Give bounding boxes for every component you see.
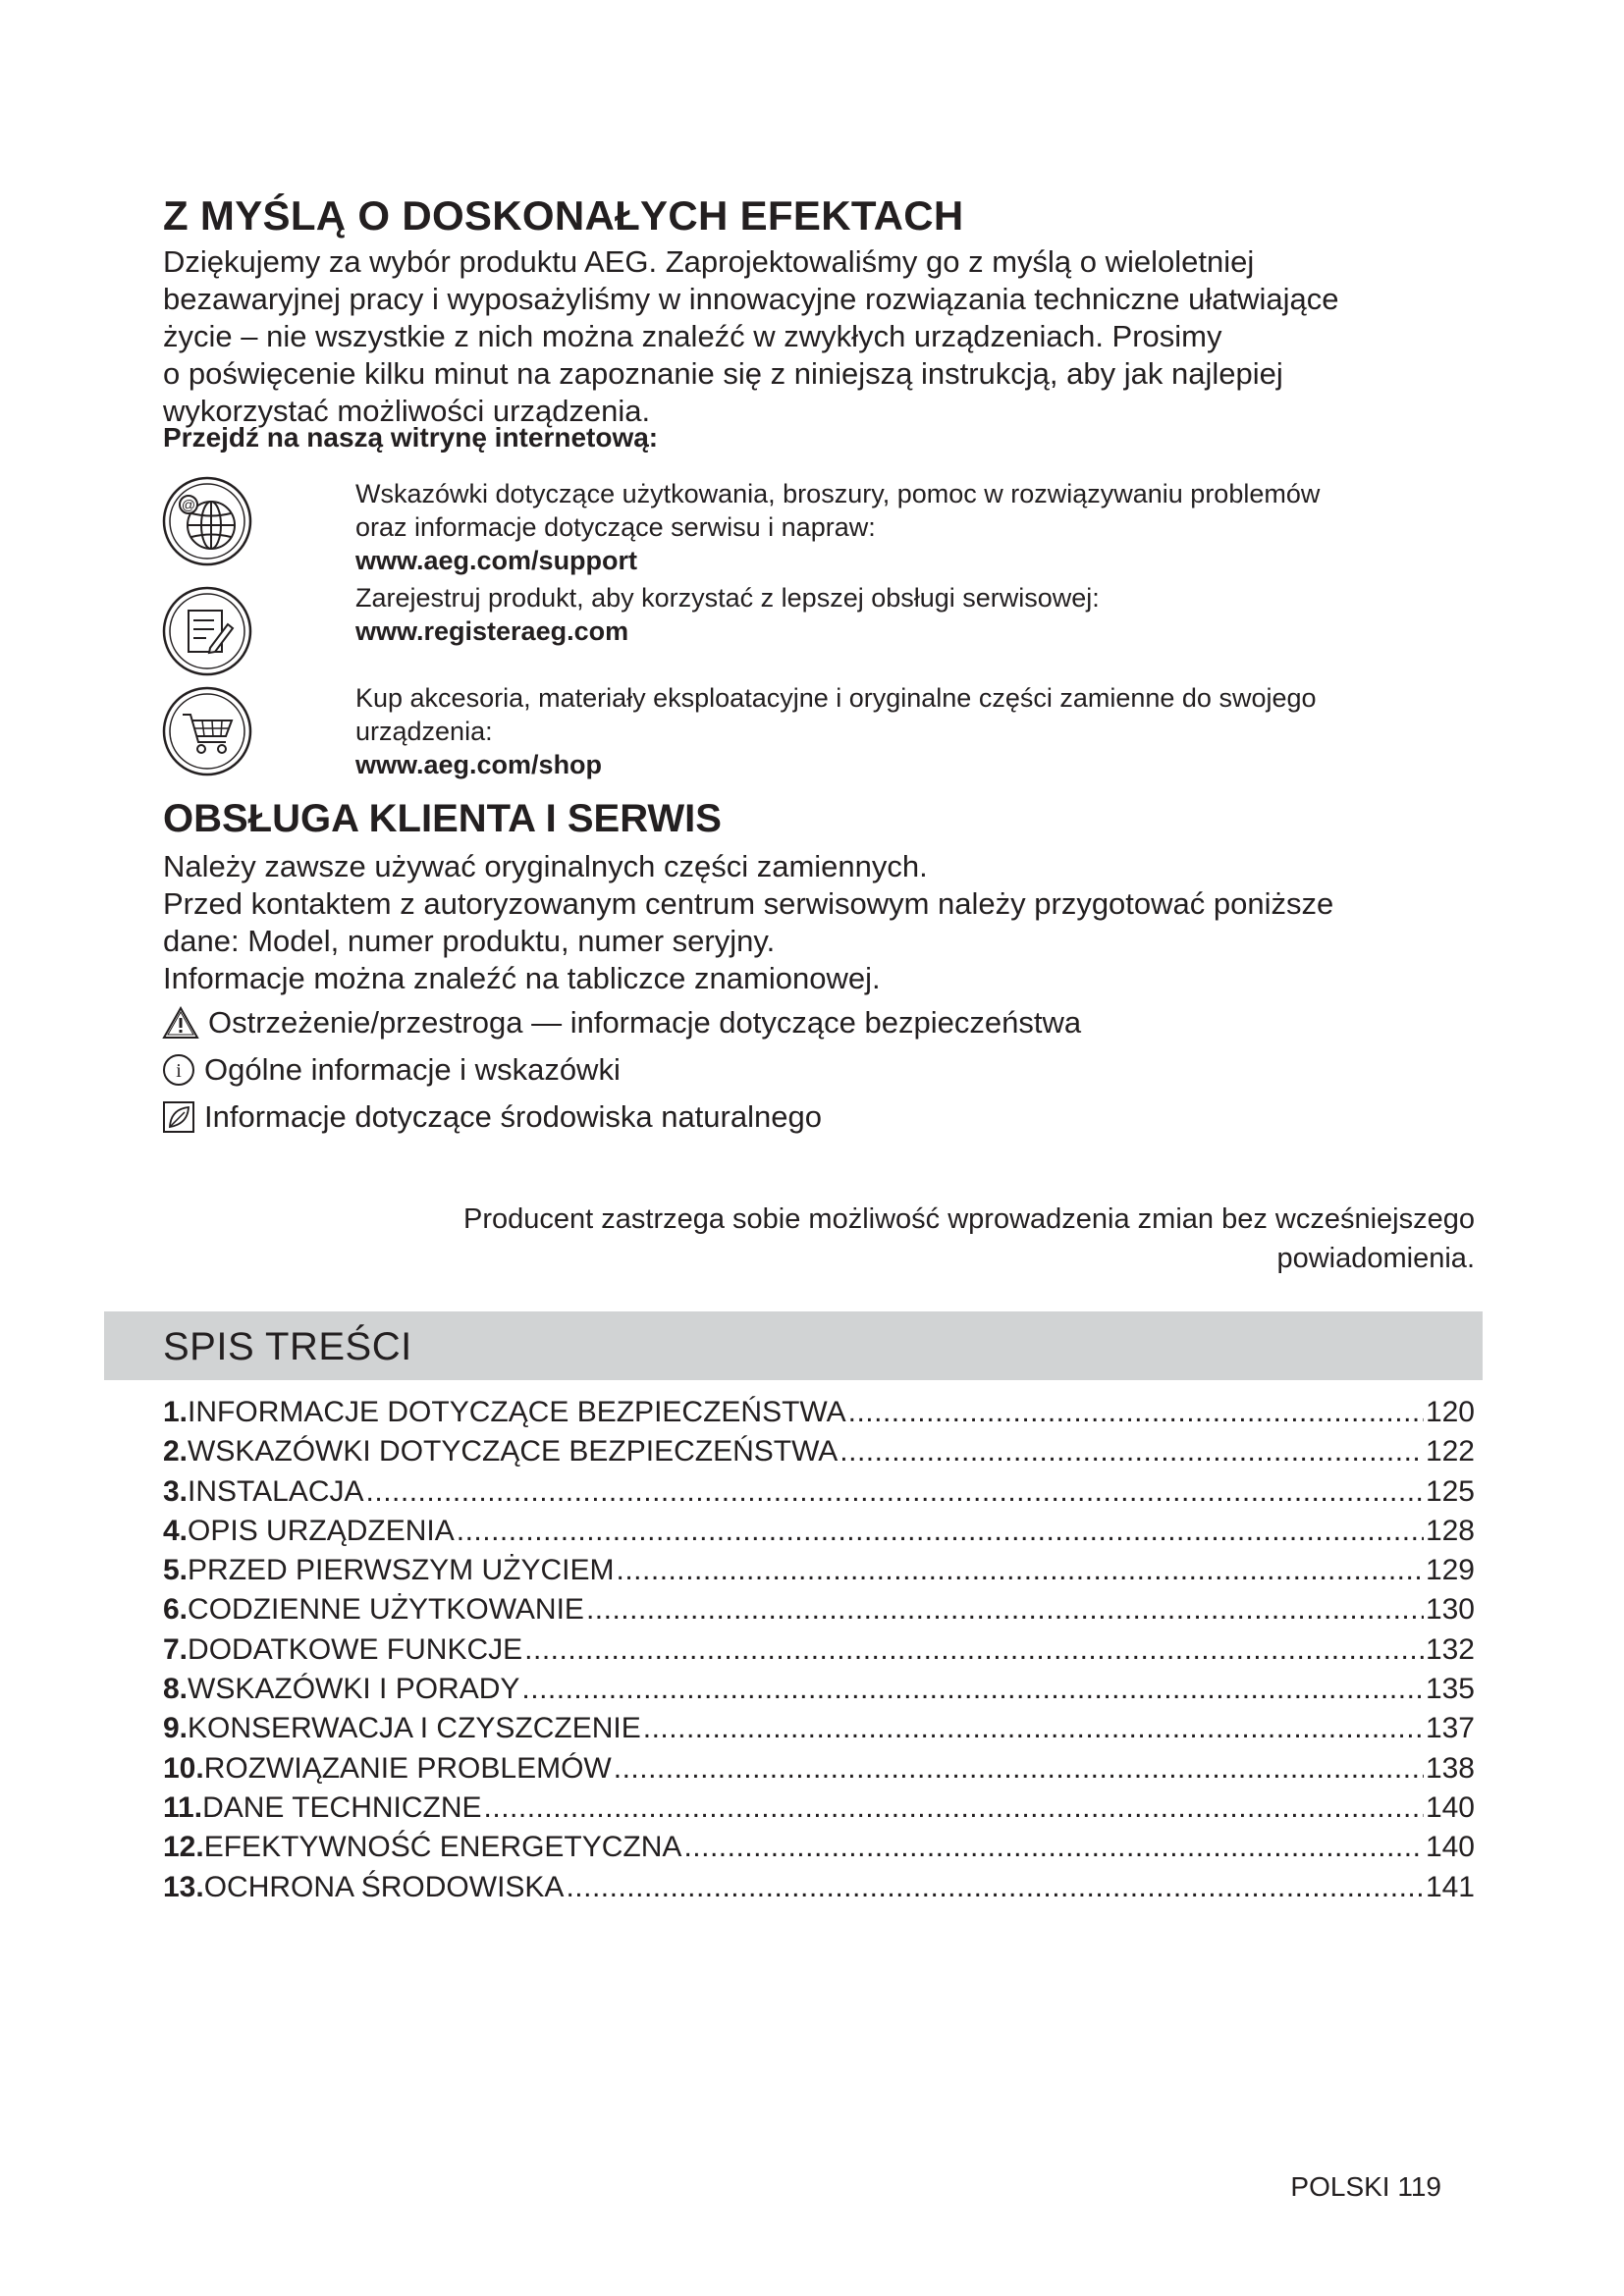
service-line: Należy zawsze używać oryginalnych części zamiennych. xyxy=(163,849,928,883)
toc-entry-number: 13. xyxy=(163,1870,204,1903)
toc-entry-page: 141 xyxy=(1425,1870,1475,1903)
service-line: Informacje można znaleźć na tabliczce znamionowej. xyxy=(163,961,881,995)
page-title: Z MYŚLĄ O DOSKONAŁYCH EFEKTACH xyxy=(163,192,964,239)
toc-entry-title: DODATKOWE FUNKCJE xyxy=(188,1632,523,1666)
warning-triangle-icon xyxy=(161,1005,200,1041)
toc-entry[interactable] xyxy=(163,1871,1475,1910)
toc-entry-number: 10. xyxy=(163,1751,204,1785)
shop-text: urządzenia: xyxy=(355,717,493,746)
toc-entry-title: DANE TECHNICZNE xyxy=(202,1790,482,1824)
toc-entry-number: 9. xyxy=(163,1712,189,1745)
toc-dot-leader xyxy=(484,1791,1424,1825)
toc-entry-title: WSKAZÓWKI DOTYCZĄCE BEZPIECZEŃSTWA xyxy=(188,1435,839,1468)
toc-entry-number: 2. xyxy=(163,1435,189,1468)
intro-line: Dziękujemy za wybór produktu AEG. Zaprojektowaliśmy go z myślą o wieloletniej xyxy=(163,244,1255,279)
toc-entry[interactable] xyxy=(163,1831,1475,1870)
toc-entry-number: 11. xyxy=(163,1790,203,1824)
toc-dot-leader xyxy=(683,1831,1424,1864)
leaf-icon xyxy=(161,1099,196,1135)
toc-entry-number: 12. xyxy=(163,1831,204,1864)
toc-entry-title: EFEKTYWNOŚĆ ENERGETYCZNA xyxy=(203,1831,682,1864)
notice-line: Producent zastrzega sobie możliwość wprowadzenia zmian bez wcześniejszego xyxy=(463,1203,1475,1235)
support-text: oraz informacje dotyczące serwisu i napraw: xyxy=(355,512,876,542)
toc-entry-page: 140 xyxy=(1425,1790,1475,1824)
toc-dot-leader xyxy=(617,1554,1424,1587)
toc-entry-title: INSTALACJA xyxy=(188,1474,364,1508)
change-notice xyxy=(334,1200,1475,1278)
svg-text:i: i xyxy=(176,1060,182,1082)
intro-line: bezawaryjnej pracy i wyposażyliśmy w innowacyjne rozwiązania techniczne ułatwiające xyxy=(163,282,1339,316)
service-text xyxy=(163,848,1469,997)
toc-dot-leader xyxy=(614,1752,1424,1786)
toc-entry-page: 135 xyxy=(1425,1673,1475,1706)
toc-heading: SPIS TREŚCI xyxy=(163,1325,412,1368)
intro-line: wykorzystać możliwości urządzenia. xyxy=(163,394,651,428)
page-footer: POLSKI 119 xyxy=(1290,2171,1441,2202)
intro-text xyxy=(163,243,1469,430)
toc-entry[interactable] xyxy=(163,1712,1475,1751)
toc-entry-title: OCHRONA ŚRODOWISKA xyxy=(203,1870,565,1903)
register-link[interactable]: www.registeraeg.com xyxy=(355,616,629,646)
toc-entry[interactable] xyxy=(163,1435,1475,1474)
legend-environment-label: Informacje dotyczące środowiska naturalnego xyxy=(204,1099,822,1134)
toc-entry-number: 5. xyxy=(163,1554,189,1587)
toc-header-bar xyxy=(104,1311,1483,1380)
toc-dot-leader xyxy=(524,1633,1424,1667)
toc-entry-title: PRZED PIERWSZYM UŻYCIEM xyxy=(188,1554,615,1587)
toc-entry-page: 125 xyxy=(1425,1474,1475,1508)
toc-entry-number: 6. xyxy=(163,1593,189,1627)
toc-dot-leader xyxy=(521,1673,1424,1706)
shopping-cart-icon xyxy=(161,685,253,777)
toc-entry-page: 120 xyxy=(1425,1396,1475,1428)
legend-environment xyxy=(161,1097,822,1137)
toc-entry[interactable] xyxy=(163,1633,1475,1673)
toc-entry-title: INFORMACJE DOTYCZĄCE BEZPIECZEŃSTWA xyxy=(188,1396,846,1428)
toc-entry[interactable] xyxy=(163,1554,1475,1593)
toc-entry-page: 140 xyxy=(1425,1831,1475,1864)
toc-entry-page: 132 xyxy=(1425,1632,1475,1666)
intro-line: życie – nie wszystkie z nich można znaleźć w zwykłych urządzeniach. Prosimy xyxy=(163,319,1222,353)
support-link[interactable]: www.aeg.com/support xyxy=(355,546,638,575)
service-line: Przed kontaktem z autoryzowanym centrum serwisowym należy przygotować poniższe xyxy=(163,886,1334,921)
legend-warning xyxy=(161,1003,1081,1042)
support-text: Wskazówki dotyczące użytkowania, broszury, pomoc w rozwiązywaniu problemów xyxy=(355,479,1321,508)
service-line: dane: Model, numer produktu, numer seryjny. xyxy=(163,924,776,958)
toc-entry[interactable] xyxy=(163,1515,1475,1554)
toc-entry-title: WSKAZÓWKI I PORADY xyxy=(188,1673,520,1706)
notice-line: powiadomienia. xyxy=(1276,1243,1475,1274)
toc-entry-number: 4. xyxy=(163,1514,189,1547)
toc-entry-number: 8. xyxy=(163,1673,189,1706)
legend-warning-label: Ostrzeżenie/przestroga — informacje dotyczące bezpieczeństwa xyxy=(208,1005,1082,1040)
toc-entry-page: 138 xyxy=(1425,1751,1475,1785)
toc-dot-leader xyxy=(848,1396,1424,1429)
toc-entry-title: KONSERWACJA I CZYSZCZENIE xyxy=(188,1712,641,1745)
toc-entry-title: CODZIENNE UŻYTKOWANIE xyxy=(188,1593,584,1627)
shop-link-block xyxy=(355,681,1465,781)
toc-entry-page: 137 xyxy=(1425,1712,1475,1745)
toc-entry[interactable] xyxy=(163,1396,1475,1435)
toc-entry-title: ROZWIĄZANIE PROBLEMÓW xyxy=(203,1751,612,1785)
toc-entry[interactable] xyxy=(163,1791,1475,1831)
toc-entry[interactable] xyxy=(163,1593,1475,1632)
register-link-block xyxy=(355,581,1465,648)
toc-entry-page: 129 xyxy=(1425,1554,1475,1587)
svg-text:@: @ xyxy=(181,497,196,512)
visit-website-label: Przejdź na naszą witrynę internetową: xyxy=(163,422,659,453)
toc-entry[interactable] xyxy=(163,1752,1475,1791)
toc-dot-leader xyxy=(643,1712,1424,1745)
legend-info xyxy=(161,1050,621,1090)
toc-dot-leader xyxy=(366,1475,1424,1509)
toc-dot-leader xyxy=(566,1871,1424,1904)
table-of-contents xyxy=(163,1396,1475,1910)
shop-link[interactable]: www.aeg.com/shop xyxy=(355,750,603,779)
intro-line: o poświęcenie kilku minut na zapoznanie się z niniejszą instrukcją, aby jak najlepiej xyxy=(163,356,1283,391)
toc-dot-leader xyxy=(586,1593,1424,1627)
register-form-icon xyxy=(161,585,253,677)
info-icon xyxy=(161,1052,196,1088)
toc-entry-page: 122 xyxy=(1425,1435,1475,1468)
legend-info-label: Ogólne informacje i wskazówki xyxy=(204,1052,621,1087)
service-heading: OBSŁUGA KLIENTA I SERWIS xyxy=(163,797,722,840)
shop-text: Kup akcesoria, materiały eksploatacyjne i oryginalne części zamienne do swojego xyxy=(355,683,1317,713)
toc-entry-title: OPIS URZĄDZENIA xyxy=(188,1514,455,1547)
toc-entry[interactable] xyxy=(163,1475,1475,1515)
toc-entry-page: 130 xyxy=(1425,1593,1475,1627)
toc-entry-number: 7. xyxy=(163,1632,189,1666)
toc-entry-number: 3. xyxy=(163,1474,189,1508)
toc-dot-leader xyxy=(839,1435,1424,1468)
toc-entry-number: 1. xyxy=(163,1396,189,1428)
toc-entry[interactable] xyxy=(163,1673,1475,1712)
globe-icon xyxy=(161,475,253,567)
toc-entry-page: 128 xyxy=(1425,1514,1475,1547)
toc-dot-leader xyxy=(457,1515,1424,1548)
register-text: Zarejestruj produkt, aby korzystać z lepszej obsługi serwisowej: xyxy=(355,583,1100,613)
support-link-block xyxy=(355,477,1465,577)
